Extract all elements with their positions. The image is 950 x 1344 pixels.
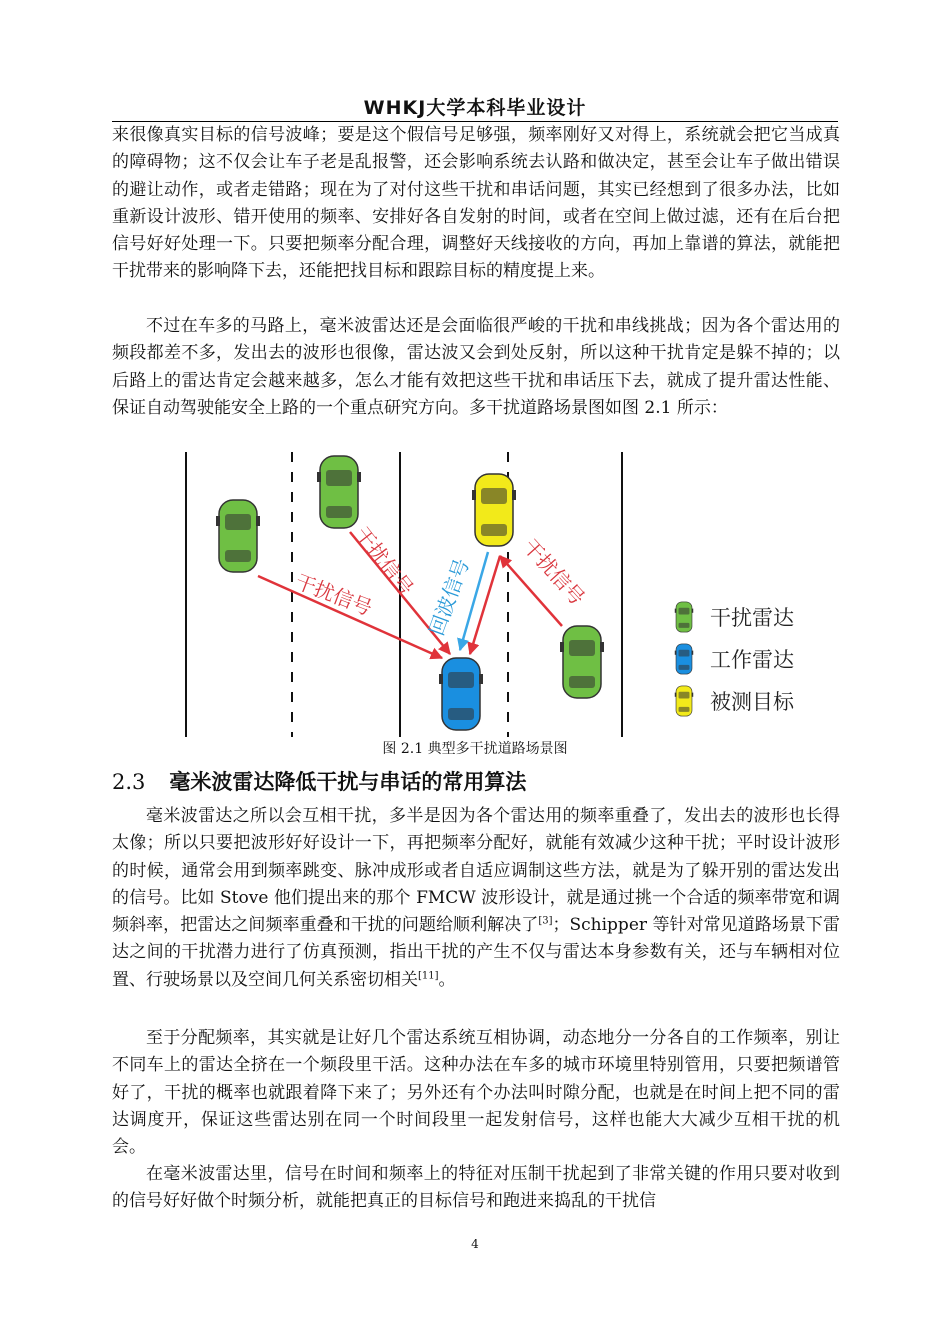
paragraph-3: [112, 803, 840, 994]
paragraph-3-part-3: 。: [438, 969, 456, 990]
page-number: 4: [471, 1237, 479, 1251]
signal-label-echo: 回波信号: [424, 555, 475, 639]
section-number: 2.3: [112, 770, 146, 794]
target-car: [472, 474, 516, 546]
working-radar-car: [439, 658, 483, 730]
citation-3: [3]: [538, 915, 553, 927]
interference-radar-car-3: [560, 626, 604, 698]
figure-caption: 图 2.1 典型多干扰道路场景图: [382, 741, 568, 757]
legend: [675, 602, 795, 716]
signal-label-interference-1: 干扰信号: [292, 569, 376, 621]
section-title: 毫米波雷达降低干扰与串话的常用算法: [169, 770, 527, 794]
paragraph-5: 在毫米波雷达里，信号在时间和频率上的特征对压制干扰起到了非常关键的作用只要对收到的信号好好做个时频分析，就能把真正的目标信号和跑进来捣乱的干扰信: [112, 1164, 840, 1212]
legend-icon-target: [675, 686, 693, 716]
road-scene-figure: [182, 452, 822, 737]
interference-radar-car-1: [216, 500, 260, 572]
interference-radar-car-2: [317, 456, 361, 528]
signal-label-interference-2: 干扰信号: [350, 522, 419, 601]
paragraph-3-part-2: ；Schipper 等针对常见道路场景下雷达之间的干扰潜力进行了仿真预测，指出干扰的产生不仅与雷达本身参数有关，还与车辆相对位置、行驶场景以及空间几何关系密切相关: [112, 915, 840, 990]
interference-arrow-4: [470, 556, 500, 654]
paragraph-4: 至于分配频率，其实就是让好几个雷达系统互相协调，动态地分一分各自的工作频率，别让不同车上的雷达全挤在一个频段里干活。这种办法在车多的城市环境里特别管用，只要把频谱管好了，干扰的概率也就跟着降下来了；另外还有个办法叫时隙分配，也就是在时间上把不同的雷达调度开，保证这些雷达别在同一个时间段里一起发射信号，这样也能大大减少互相干扰的机会。: [112, 1028, 840, 1158]
legend-label-target: 被测目标: [710, 690, 794, 714]
legend-label-working-radar: 工作雷达: [710, 648, 794, 672]
paragraph-2: 不过在车多的马路上，毫米波雷达还是会面临很严峻的干扰和串线挑战；因为各个雷达用的频段都差不多，发出去的波形也很像，雷达波又会到处反射，所以这种干扰肯定是躲不掉的；以后路上的雷达肯定会越来越多，怎么才能有效把这些干扰和串话压下去，就成了提升雷达性能、保证自动驾驶能安全上路的一个重点研究方向。多干扰道路场景图如图 2.1 所示：: [112, 316, 840, 418]
legend-label-interference-radar: 干扰雷达: [710, 606, 794, 630]
paragraph-3-part-1: 毫米波雷达之所以会互相干扰，多半是因为各个雷达用的频率重叠了，发出去的波形也长得太像；所以只要把波形好好设计一下，再把频率分配好，就能有效减少这种干扰；平时设计波形的时候，通常会用到频率跳变、脉冲成形或者自适应调制这些方法，就是为了躲开别的雷达发出的信号。比如 Stove 他们提出来的那个 FMCW 波形设计，就是通过挑一个合适的频率带宽和调频斜率，把雷达之间频率重叠和干扰的问题给顺利解决了: [112, 806, 840, 936]
signal-label-interference-3: 干扰信号: [518, 534, 590, 610]
document-header: WHKJ大学本科毕业设计: [363, 97, 587, 119]
paragraph-1: 来很像真实目标的信号波峰；要是这个假信号足够强，频率刚好又对得上，系统就会把它当成真的障碍物；这不仅会让车子老是乱报警，还会影响系统去认路和做决定，甚至会让车子做出错误的避让动作，或者走错路；现在为了对付这些干扰和串话问题，其实已经想到了很多办法，比如重新设计波形、错开使用的频率、安排好各自发射的时间，或者在空间上做过滤，还有在后台把信号好好处理一下。只要把频率分配合理，调整好天线接收的方向，再加上靠谱的算法，就能把干扰带来的影响降下去，还能把找目标和跟踪目标的精度提上来。: [112, 125, 840, 282]
legend-icon-working-radar: [675, 644, 693, 674]
section-heading: [112, 766, 526, 796]
citation-11: [11]: [418, 970, 439, 982]
legend-icon-interference-radar: [675, 602, 693, 632]
